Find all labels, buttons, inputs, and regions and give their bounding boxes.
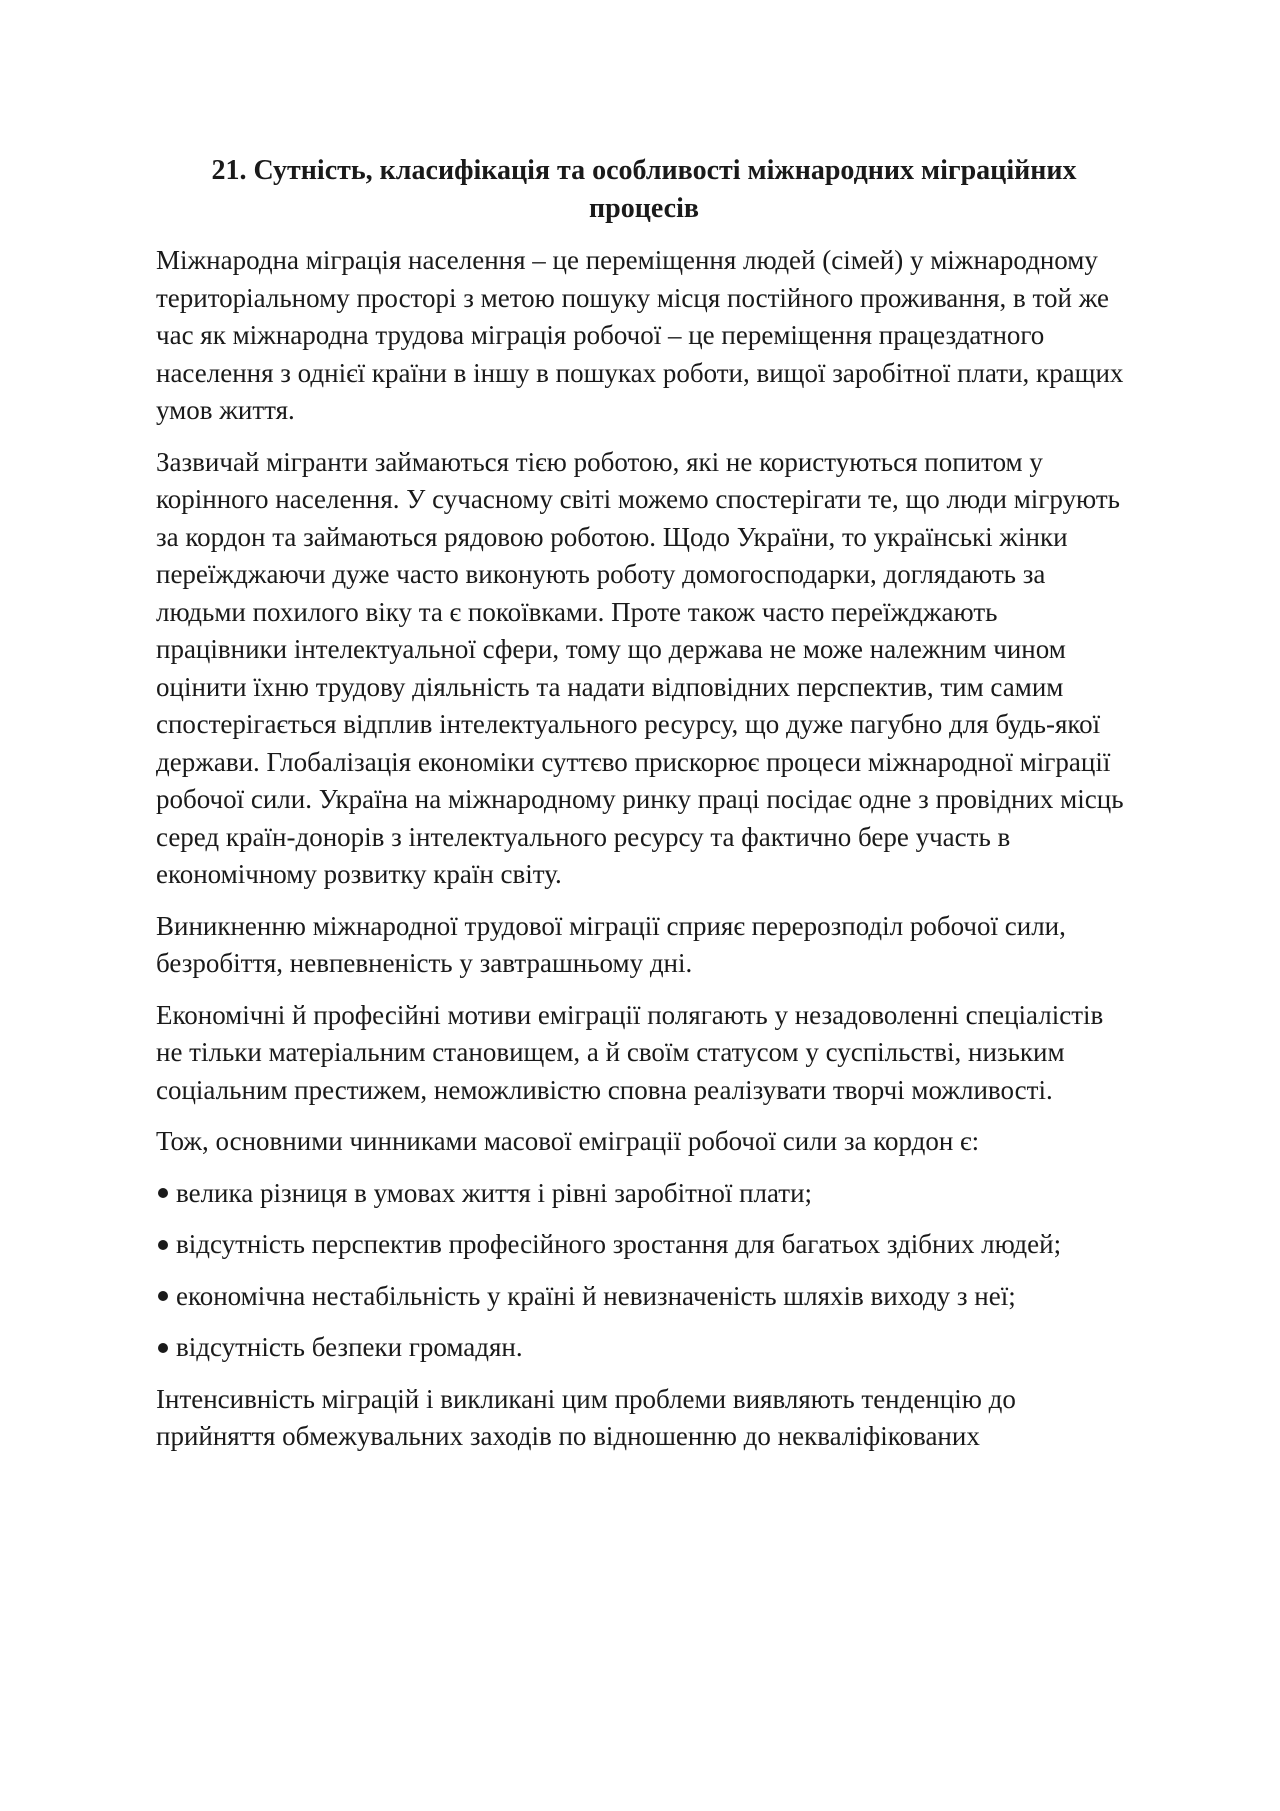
paragraph-definition: Міжнародна міграція населення – це переміщення людей (сімей) у міжнародному територіальному просторі з метою пошуку місця постійного проживання, в той же час як міжнародна трудова міграція робочої – це переміщення працездатного населення з однієї країни в іншу в пошуках роботи, вищої заробітної плати, кращих умов життя. — [156, 245, 1124, 425]
bullet-icon — [158, 1240, 168, 1250]
document-title: 21. Сутність, класифікація та особливості міжнародних міграційних процесів — [211, 155, 1077, 224]
list-item-text: відсутність безпеки громадян. — [176, 1332, 523, 1362]
list-item-text: велика різниця в умовах життя і рівні заробітної плати; — [176, 1177, 813, 1208]
bullet-icon — [158, 1188, 168, 1198]
bullet-icon — [158, 1291, 168, 1301]
paragraph-causes: Виникненню міжнародної трудової міграції сприяє перерозподіл робочої сили, безробіття, невпевненість у завтрашньому дні. — [156, 910, 1066, 978]
list-item — [156, 1329, 1132, 1367]
list-item — [156, 1278, 1132, 1316]
list-item-text: відсутність перспектив професійного зростання для багатьох здібних людей; — [176, 1229, 1062, 1259]
factors-list — [156, 1175, 1132, 1367]
paragraph-intensity: Інтенсивність міграцій і викликані цим проблеми виявляють тенденцію до прийняття обмежувальних заходів по відношенню до некваліфікованих — [156, 1383, 1016, 1451]
list-item — [156, 1175, 1132, 1213]
paragraph-migrant-work: Зазвичай мігранти займаються тією роботою, які не користуються попитом у корінного населення. У сучасному світі можемо спостерігати те, що люди мігрують за кордон та займаються рядовою роботою. Щодо України, то українські жінки переїжджаючи дуже часто виконують роботу домогосподарки, доглядають за людьми похилого віку та є покоївками. Проте також часто переїжджають працівники інтелектуальної сфери, тому що держава не може належним чином оцінити їхню трудову діяльність та надати відповідних перспектив, тим самим спостерігається відплив інтелектуального ресурсу, що дуже пагубно для будь-якої держави. Глобалізація економіки суттєво прискорює процеси міжнародної міграції робочої сили. Україна на міжнародному ринку праці посідає одне з провідних місць серед країн-донорів з інтелектуального ресурсу та фактично бере участь в економічному розвитку країн світу. — [156, 446, 1124, 889]
bullet-icon — [158, 1343, 168, 1353]
list-item — [156, 1226, 1132, 1264]
list-item-text: економічна нестабільність у країні й невизначеність шляхів виходу з неї; — [176, 1280, 1016, 1311]
paragraph-motives: Економічні й професійні мотиви еміграції полягають у незадоволенні спеціалістів не тільки матеріальним становищем, а й своїм статусом у суспільстві, низьким соціальним престижем, неможливістю сповна реалізувати творчі можливості. — [156, 999, 1104, 1105]
paragraph-factors-intro: Тож, основними чинниками масової еміграції робочої сили за кордон є: — [156, 1126, 980, 1156]
document-content — [156, 152, 1132, 1470]
